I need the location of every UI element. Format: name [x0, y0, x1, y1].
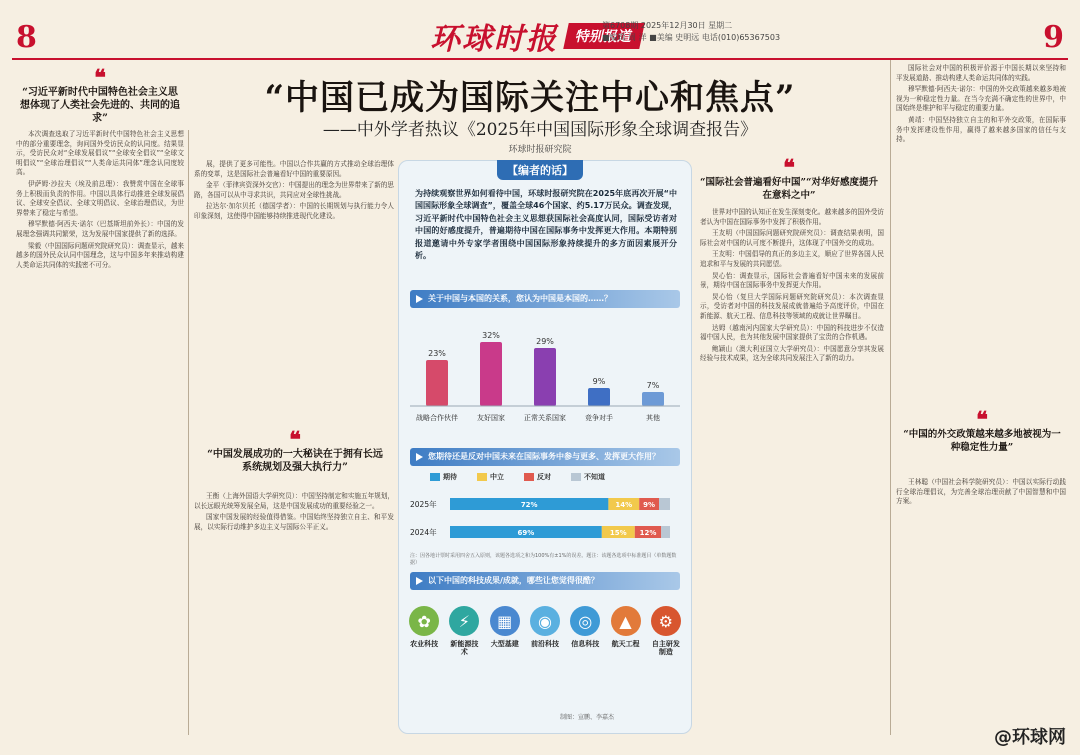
tech-icon: ▲ — [611, 606, 641, 636]
column-paragraph: 拉达尔·加尔贝托（德国学者）：中国的长期规划与执行能力令人印象深刻，这使得中国能够持续推进现代化建设。 — [194, 202, 394, 220]
tech-label: 航天工程 — [611, 640, 640, 648]
tech-item — [407, 596, 441, 648]
column-paragraph: 炅心怡：调查显示，国际社会普遍看好中国未来的发展前景，期待中国在国际事务中发挥更大作用。 — [700, 271, 884, 290]
chart-footnote: 注：因各地计票时采用四舍五入原则，该题各选项之和为100%有±1%的误差。题注：该题各选项中标准题目（单数题数据） — [410, 553, 677, 566]
tech-item — [649, 596, 683, 656]
pullquote-text: “国际社会普遍看好中国”“对华好感度提升在意料之中” — [700, 177, 878, 201]
legend-label: 中立 — [490, 473, 504, 481]
article-headline: “中国已成为国际关注中心和焦点” — [264, 78, 796, 118]
legend-label: 期待 — [443, 473, 457, 481]
header-rule — [12, 58, 1068, 60]
newspaper-logo: 环球时报 — [430, 22, 558, 57]
editor-note-text: 为持续观察世界如何看待中国，环球时报研究院在2025年底再次开展“中国国际形象全球调查”，覆盖全球46个国家、约5.17万民众。调查发现，习近平新时代中国特色社会主义思想获国际社会高度认同，国际受访者对中国的好感度提升，普遍期待中国在国际事务中发挥更大作用。本期特别报道邀请中外专家学者围绕中国国际形象持续提升的多方面因素展开分析。 — [415, 189, 677, 261]
tech-label: 新能源技术 — [450, 640, 479, 656]
chart-credit: 制图：宣鹏、李嘉杰 — [560, 714, 615, 721]
column-paragraph: 本次调查选取了习近平新时代中国特色社会主义思想中的部分重要理念，询问国外受访民众的认同度。结果显示，受访民众对“全球发展倡议”“全球安全倡议”“全球文明倡议”“全球治理倡议”“人类命运共同体”理念认同度较高。 — [16, 130, 184, 177]
pullquote-text: “习近平新时代中国特色社会主义思想体现了人类社会先进的、共同的追求” — [20, 87, 180, 124]
column-divider — [188, 130, 189, 735]
column-paragraph: 穆罕默德·阿西夫·诺尔：中国的外交政策越来越多地被视为一种稳定性力量。在当今充满不确定性的世界中，中国始终是维护和平与稳定的重要力量。 — [896, 85, 1066, 113]
segment-value-label: 69% — [517, 529, 535, 537]
tech-label: 农业科技 — [410, 640, 439, 648]
source-watermark: @环球网 — [994, 727, 1066, 748]
legend-label: 反对 — [537, 473, 551, 481]
chart-bar — [426, 360, 448, 406]
tech-item — [568, 596, 602, 648]
legend-swatch — [571, 473, 581, 481]
pullquote-left-mid — [206, 427, 384, 474]
tech-icon: ◉ — [530, 606, 560, 636]
column-left-2 — [194, 160, 394, 415]
segment-value-label: 14% — [615, 501, 633, 509]
column-divider — [890, 60, 891, 735]
category-label: 友好国家 — [477, 414, 505, 422]
tech-item — [447, 596, 481, 656]
tech-icon: ✿ — [409, 606, 439, 636]
legend-item — [524, 472, 551, 482]
tech-label: 大型基建 — [490, 640, 519, 648]
bar-value-label: 32% — [482, 331, 500, 340]
column-left-1 — [16, 130, 184, 735]
column-paragraph: 达姆（越南河内国家大学研究员）：中国的科技进步不仅造福中国人民，也为其他发展中国家提供了宝贵的合作机遇。 — [700, 323, 884, 342]
column-left-3 — [194, 492, 394, 735]
segment-value-label: 72% — [520, 501, 538, 509]
category-label: 竞争对手 — [585, 414, 613, 422]
tech-icons-row — [404, 596, 686, 692]
column-paragraph: 国家中国发展的经验值得借鉴。中国始终坚持独立自主、和平发展，以实际行动维护多边主义与国际公平正义。 — [194, 513, 394, 531]
bar-value-label: 7% — [646, 381, 660, 390]
page-number-right: 9 — [1043, 20, 1064, 55]
chart-bar — [588, 388, 610, 406]
bar-value-label: 23% — [428, 349, 446, 358]
legend-item — [477, 472, 504, 482]
pullquote-left-top — [20, 65, 180, 125]
column-paragraph: 炅心怡（复旦大学国际问题研究院研究员）：本次调查显示，受访者对中国的科技发展成就普遍给予高度评价，中国在新能源、航天工程、信息科技等领域的成就让世界瞩目。 — [700, 292, 884, 320]
legend-item — [571, 472, 605, 482]
tech-icon: ▦ — [490, 606, 520, 636]
tech-question: 以下中国的科技成果/成就，哪些让您觉得很酷？ — [410, 572, 680, 590]
row-label: 2024年 — [410, 528, 437, 537]
quote-mark-icon: ❝ — [289, 427, 301, 453]
chart-legend — [430, 472, 605, 482]
tech-item — [488, 596, 522, 648]
tech-icon: ⚡ — [449, 606, 479, 636]
relation-bar-chart — [410, 310, 680, 430]
column-right-1 — [896, 64, 1066, 394]
pullquote-text: “中国的外交政策越来越多地被视为一种稳定性力量” — [903, 429, 1061, 453]
editor-line: ■编辑 周 洋 ■美编 史明远 电话(010)65367503 — [602, 33, 781, 42]
chart-question-1: 关于中国与本国的关系，您认为中国是本国的……？ — [410, 290, 680, 308]
issue-info — [602, 20, 780, 44]
pullquote-text: “中国发展成功的一大秘诀在于拥有长远系统规划及强大执行力” — [207, 449, 383, 473]
bar-value-label: 29% — [536, 337, 554, 346]
legend-swatch — [524, 473, 534, 481]
segment-value-label: 15% — [609, 529, 627, 537]
article-subhead: ——中外学者热议《2025年中国国际形象全球调查报告》 — [322, 120, 758, 140]
segment-value-label: 12% — [639, 529, 657, 537]
column-right-2 — [896, 478, 1066, 708]
column-paragraph: 鲍颖山（澳大利亚国立大学研究员）：中国愿意分享其发展经验与技术成果，这为全球共同发展注入了新的动力。 — [700, 344, 884, 363]
column-paragraph: 王林聪（中国社会科学院研究员）：中国以实际行动践行全球治理倡议，为完善全球治理贡献了中国智慧和中国方案。 — [896, 478, 1066, 506]
tech-label: 信息科技 — [571, 640, 600, 648]
column-paragraph: 展，提供了更多可能性。中国以合作共赢的方式推动全球治理体系的变革，这是国际社会普遍看好中国的重要原因。 — [194, 160, 394, 178]
tech-icon: ◎ — [570, 606, 600, 636]
pullquote-right-mid — [902, 407, 1062, 454]
legend-swatch — [477, 473, 487, 481]
tech-icon: ⚙ — [651, 606, 681, 636]
column-paragraph: 王友明（中国国际问题研究院研究员）：调查结果表明，国际社会对中国的认可度不断提升，这体现了中国外交的成功。 — [700, 229, 884, 247]
column-paragraph: 穆罕默德·阿西夫·诺尔（巴基斯坦前外长）：中国的发展理念强调共同繁荣，这为发展中国家提供了新的选择。 — [16, 220, 184, 238]
column-paragraph: 伊萨姆·沙拉夫（埃及前总理）：我赞赏中国在全球事务上积极而负责的作用。中国以具体行动推进全球发展倡议、全球安全倡议、全球文明倡议、全球治理倡议，为世界带来了稳定与希望。 — [16, 179, 184, 217]
tech-item — [528, 596, 562, 648]
editor-note-label: 【编者的话】 — [497, 160, 583, 180]
pullquote-right-top — [700, 155, 878, 202]
segment-value-label: 9% — [643, 501, 656, 509]
bar-value-label: 9% — [592, 377, 606, 386]
column-mid-2 — [700, 208, 884, 735]
column-paragraph: 世界对中国的认知正在发生深刻变化。越来越多的国外受访者认为中国在国际事务中发挥了积极作用。 — [700, 208, 884, 226]
chart-bar — [534, 348, 556, 406]
tech-item — [609, 596, 643, 648]
column-paragraph: 王衡（上海外国语大学研究员）：中国坚持制定和实施五年规划，以长远眼光统筹发展全局，这是中国发展成功的重要经验之一。 — [194, 492, 394, 510]
column-paragraph: 梁毅（中国国际问题研究院研究员）：调查显示，越来越多的国外民众认同中国理念，这与中国多年来推动构建人类命运共同体的实践密不可分。 — [16, 241, 184, 269]
article-byline: 环球时报研究院 — [508, 145, 572, 155]
chart-question-2: 您期待还是反对中国未来在国际事务中参与更多、发挥更大作用？ — [410, 448, 680, 466]
stacked-segment — [661, 526, 670, 538]
quote-mark-icon: ❝ — [94, 65, 106, 91]
column-paragraph: 黄靖：中国坚持独立自主的和平外交政策，在国际事务中发挥建设性作用，赢得了越来越多国家的信任与支持。 — [896, 115, 1066, 144]
column-paragraph: 国际社会对中国的积极评价源于中国长期以来坚持和平发展道路、推动构建人类命运共同体的实践。 — [896, 64, 1066, 82]
category-label: 战略合作伙伴 — [416, 414, 458, 422]
category-label: 其他 — [646, 414, 660, 422]
legend-item — [430, 472, 457, 482]
chart-bar — [642, 392, 664, 406]
column-paragraph: 金平（菲律宾资深外交官）：中国提出的理念为世界带来了新的思路，各国可以从中寻求共识，共同应对全球性挑战。 — [194, 181, 394, 199]
page-number-left: 8 — [16, 20, 37, 55]
row-label: 2025年 — [410, 500, 437, 509]
column-paragraph: 王友明：中国倡导的真正的多边主义，顺应了世界各国人民追求和平与发展的共同愿望。 — [700, 250, 884, 268]
tech-label: 前沿科技 — [531, 640, 559, 648]
expectation-stacked-bar-chart — [410, 488, 680, 552]
stacked-segment — [659, 498, 670, 510]
legend-swatch — [430, 473, 440, 481]
chart-bar — [480, 342, 502, 406]
quote-mark-icon: ❝ — [783, 155, 795, 181]
tech-label: 自主研发制造 — [651, 640, 680, 656]
legend-label: 不知道 — [584, 473, 605, 481]
section-tag: 特别报道 — [563, 23, 645, 49]
quote-mark-icon: ❝ — [976, 407, 988, 433]
issue-line: 第6708期 2025年12月30日 星期二 — [602, 21, 733, 30]
category-label: 正常关系国家 — [524, 414, 566, 422]
